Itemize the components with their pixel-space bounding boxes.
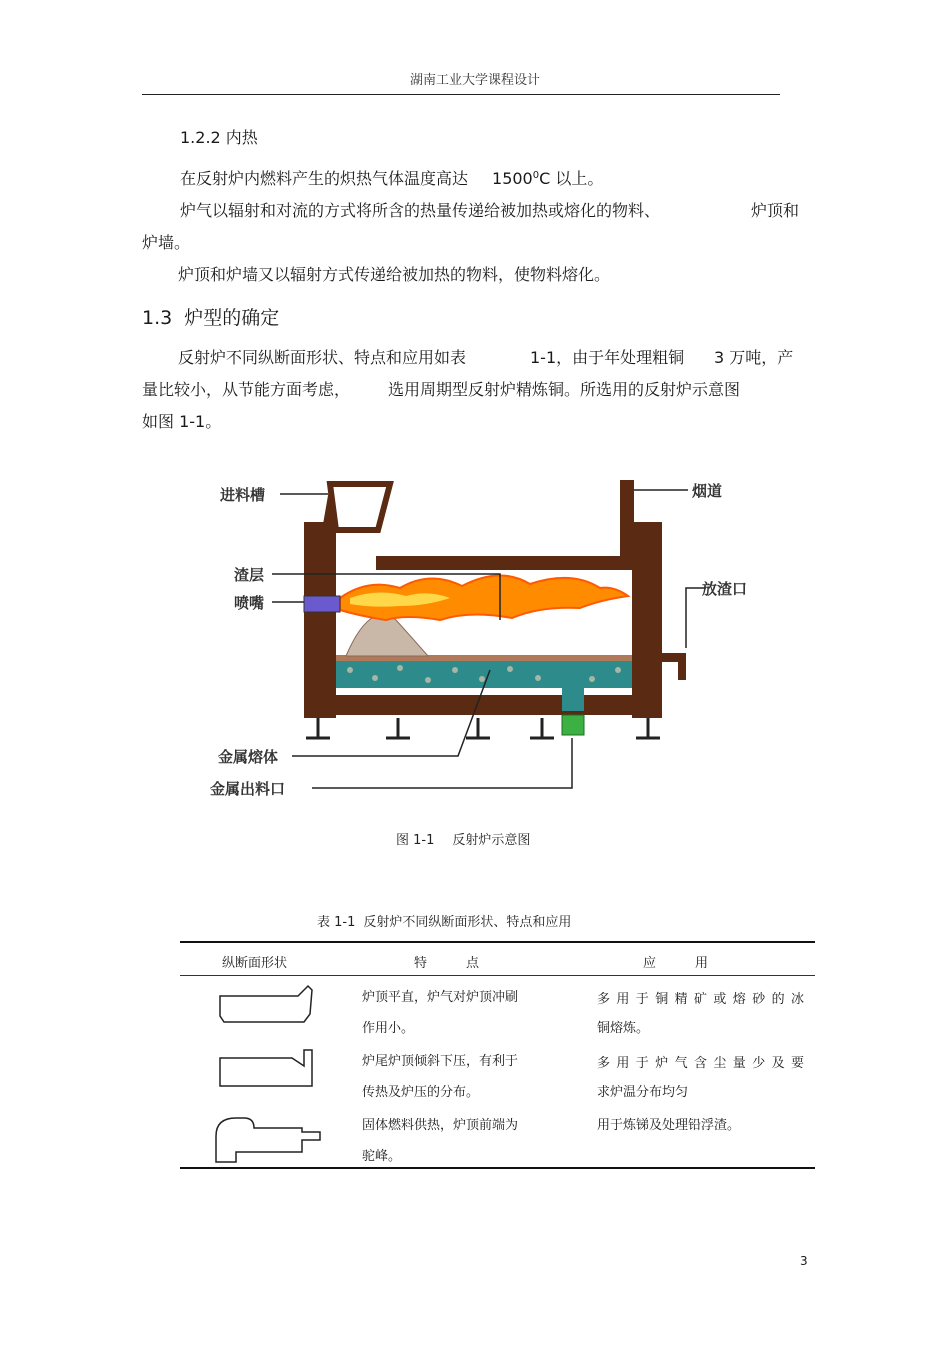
paragraph-line-end: 3 万吨，产: [714, 348, 794, 367]
paragraph-line: 量比较小，从节能方面考虑，: [142, 380, 351, 399]
paragraph-line-end: 炉顶和: [751, 201, 800, 220]
nozzle-pipe: [304, 596, 340, 612]
table-title: 反射炉不同纵断面形状、特点和应用: [363, 915, 572, 930]
page-header: 湖南工业大学课程设计: [409, 73, 540, 88]
paragraph-line-mid: 1-1，由于年处理粗铜: [530, 348, 685, 367]
support-legs: [306, 718, 660, 738]
label-slag-layer: 渣层: [234, 566, 265, 584]
row1-feature-line1: 炉顶平直，炉气对炉顶冲刷: [362, 990, 519, 1005]
row3-feature-line1: 固体燃料供热，炉顶前端为: [362, 1118, 519, 1133]
paragraph-line: 炉墙。: [142, 233, 191, 252]
label-metal-melt: 金属熔体: [218, 748, 279, 766]
header-feature: 特 点: [414, 956, 480, 971]
header-application: 应 用: [643, 956, 709, 971]
row2-feature-line1: 炉尾炉顶倾斜下压，有利于: [362, 1054, 519, 1069]
subsection-heading: 1.2.2 内热: [180, 128, 258, 147]
metal-outlet-channel: [562, 665, 584, 711]
label-feed-chute: 进料槽: [220, 486, 266, 504]
charge-pile: [346, 615, 428, 656]
paragraph-line: 炉顶和炉墙又以辐射方式传递给被加热的物料，使物料熔化。: [178, 265, 611, 284]
row3-feature-line2: 驼峰。: [362, 1149, 402, 1164]
row2-application-line1: 多用于炉气含尘量少及要: [597, 1056, 804, 1071]
text-span: 在反射炉内燃料产生的炽热气体温度高达: [180, 169, 469, 188]
page-number: 3: [800, 1254, 808, 1268]
shape-hump-roof-icon: [210, 1112, 324, 1164]
paragraph-line: 炉气以辐射和对流的方式将所含的热量传递给被加热或熔化的物料、: [180, 201, 661, 220]
row1-application-line2: 铜熔炼。: [597, 1021, 650, 1036]
paragraph-line: 反射炉不同纵断面形状、特点和应用如表: [178, 348, 467, 367]
feed-chute-top: [330, 484, 390, 530]
row3-application-line1: 用于炼锑及处理铅浮渣。: [597, 1118, 741, 1133]
label-slag-outlet: 放渣口: [702, 580, 748, 598]
row1-feature-line2: 作用小。: [362, 1021, 415, 1036]
shape-sloped-roof-icon: [214, 1048, 318, 1090]
table-header-rule: [180, 975, 815, 976]
degree-superscript: 0: [532, 170, 540, 181]
label-metal-outlet: 金属出料口: [210, 780, 286, 798]
temperature-value: 1500: [492, 169, 533, 188]
header-rule: [142, 94, 780, 95]
text-span: C 以上。: [539, 169, 604, 188]
label-flue: 烟道: [692, 482, 723, 500]
row1-application-line1: 多用于铜精矿或熔砂的冰: [597, 992, 804, 1007]
paragraph-line-end: 选用周期型反射炉精炼铜。所选用的反射炉示意图: [388, 380, 741, 399]
header-shape: 纵断面形状: [222, 956, 288, 971]
shape-flat-roof-icon: [214, 984, 318, 1028]
table-caption: [317, 911, 571, 930]
figure-number: 图 1-1: [396, 833, 435, 848]
label-nozzle: 喷嘴: [234, 594, 265, 612]
table-number: 表 1-1: [317, 915, 356, 930]
section-title: 炉型的确定: [184, 307, 280, 329]
table-top-rule: [180, 941, 815, 943]
row2-application-line2: 求炉温分布均匀: [597, 1085, 689, 1100]
section-heading: [142, 303, 279, 330]
flue-stack: [620, 480, 634, 570]
figure-caption: [396, 829, 530, 848]
figure-title: 反射炉示意图: [452, 833, 531, 848]
section-number: 1.3: [142, 307, 173, 329]
table-bottom-rule: [180, 1167, 815, 1169]
furnace-roof: [376, 484, 632, 570]
metal-bath: [336, 660, 632, 688]
row2-feature-line2: 传热及炉压的分布。: [362, 1085, 480, 1100]
metal-outlet-tap: [562, 715, 584, 735]
furnace-diagram: [200, 470, 760, 810]
paragraph-line: [180, 169, 603, 189]
paragraph-line: 如图 1-1。: [142, 412, 222, 431]
